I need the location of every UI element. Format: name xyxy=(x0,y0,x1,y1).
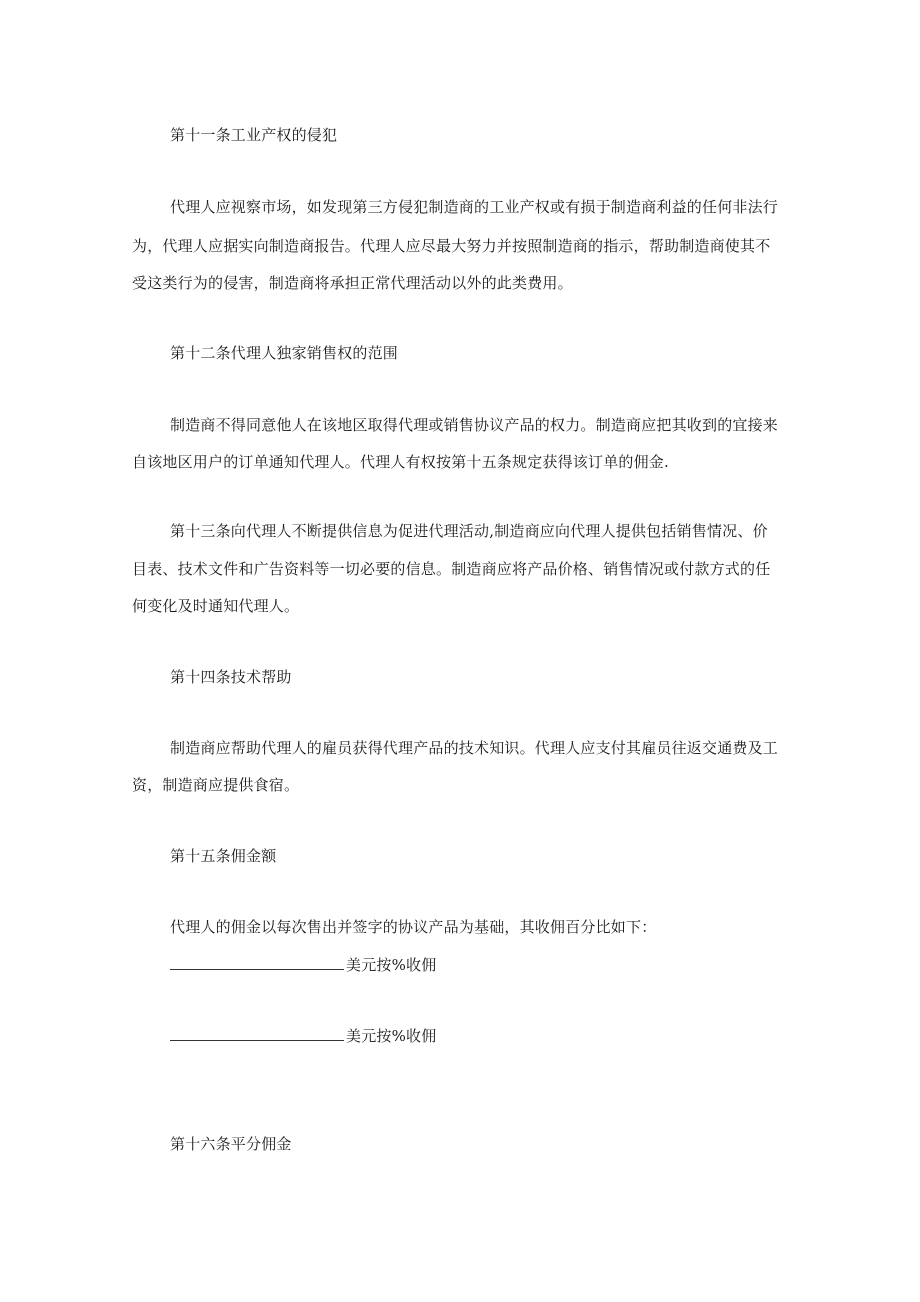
article-11-heading: 第十一条工业产权的侵犯 xyxy=(170,126,338,144)
article-11-line-3: 受这类行为的侵害，制造商将承担正常代理活动以外的此类费用。 xyxy=(132,274,573,292)
article-13-line-1: 第十三条向代理人不断提供信息为促进代理活动,制造商应向代理人提供包括销售情况、价 xyxy=(170,522,768,540)
article-13-line-2: 目表、技术文件和广告资料等一切必要的信息。制造商应将产品价格、销售情况或付款方式的任 xyxy=(132,560,771,578)
article-16-heading: 第十六条平分佣金 xyxy=(170,1135,292,1153)
commission-rate-row-1 xyxy=(170,948,792,982)
article-14-line-2: 资，制造商应提供食宿。 xyxy=(132,776,300,794)
commission-rate-text-1: 美元按%收佣 xyxy=(346,956,437,974)
article-12-line-2: 自该地区用户的订单通知代理人。代理人有权按第十五条规定获得该订单的佣金. xyxy=(132,453,669,471)
article-15-heading: 第十五条佣金额 xyxy=(170,847,277,865)
article-11-line-2: 为，代理人应据实向制造商报告。代理人应尽最大努力并按照制造商的指示，帮助制造商使其不 xyxy=(132,237,771,255)
article-12-line-1: 制造商不得同意他人在该地区取得代理或销售协议产品的权力。制造商应把其收到的宜接来 xyxy=(170,416,779,434)
article-14-heading: 第十四条技术帮助 xyxy=(170,668,292,686)
commission-rate-text-2: 美元按%收佣 xyxy=(346,1027,437,1045)
article-14-line-1: 制造商应帮助代理人的雇员获得代理产品的技术知识。代理人应支付其雇员往返交通费及工 xyxy=(170,739,779,757)
article-15-intro: 代理人的佣金以每次售出并签字的协议产品为基础，其收佣百分比如下： xyxy=(170,918,657,936)
article-13-line-3: 何变化及时通知代理人。 xyxy=(132,597,300,615)
amount-blank-2 xyxy=(170,1028,344,1041)
article-11-line-1: 代理人应视察市场，如发现第三方侵犯制造商的工业产权或有损于制造商利益的任何非法行 xyxy=(170,198,779,216)
commission-rate-row-2 xyxy=(170,1019,792,1053)
article-12-heading: 第十二条代理人独家销售权的范围 xyxy=(170,344,399,362)
amount-blank-1 xyxy=(170,957,344,970)
